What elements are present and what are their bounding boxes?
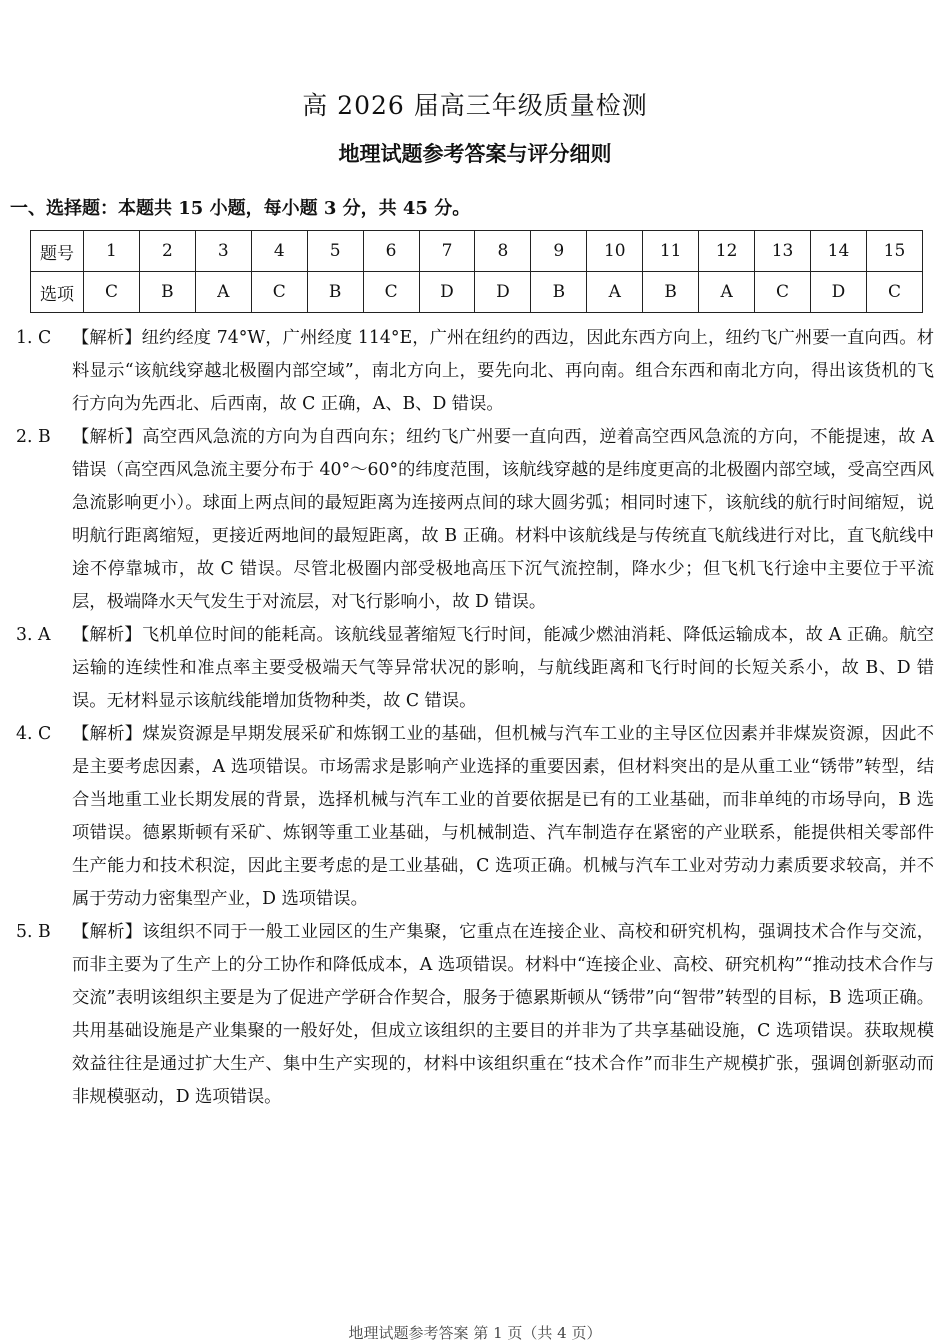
explanation-item — [16, 916, 934, 1114]
explanation-item — [16, 421, 934, 619]
item-explanation: 【解析】纽约经度 74°W，广州经度 114°E，广州在纽约的西边，因此东西方向上，纽约飞广州要一直向西。材料显示“该航线穿越北极圈内部空域”，南北方向上，要先向北、再向南。组合东西和南北方向，得出该货机的飞行方向为先西北、后西南，故 C 正确，A、B、D 错误。 — [72, 328, 934, 414]
page-footer: 地理试题参考答案 第 1 页（共 4 页） — [348, 1324, 602, 1342]
answer-cell: C — [866, 272, 922, 313]
answer-cell: C — [363, 272, 419, 313]
item-number: 2. B — [16, 427, 51, 447]
item-number: 3. A — [16, 625, 51, 645]
question-number-cell: 1 — [84, 231, 140, 272]
explanation-item — [16, 718, 934, 916]
explanation-item — [16, 322, 934, 421]
question-number-cell: 2 — [139, 231, 195, 272]
question-number-cell: 10 — [587, 231, 643, 272]
answer-cell: A — [587, 272, 643, 313]
answer-cell: C — [84, 272, 140, 313]
item-number: 1. C — [16, 328, 52, 348]
page-title: 高 2026 届高三年级质量检测 — [302, 91, 648, 120]
explanation-item — [16, 619, 934, 718]
question-number-cell: 13 — [755, 231, 811, 272]
item-explanation: 【解析】高空西风急流的方向为自西向东；纽约飞广州要一直向西，逆着高空西风急流的方向，不能提速，故 A 错误（高空西风急流主要分布于 40°～60°的纬度范围，该航线穿越的是纬度更高的北极圈内部空域，受高空西风急流影响更小）。球面上两点间的最短距离为连接两点间的球大圆劣弧；相同时速下，该航线的航行时间缩短，说明航行距离缩短，更接近两地间的最短距离，故 B 正确。材料中该航线是与传统直飞航线进行对比，直飞航线中途不停靠城市，故 C 错误。尽管北极圈内部受极地高压下沉气流控制，降水少；但飞机飞行途中主要位于平流层，极端降水天气发生于对流层，对飞行影响小，故 D 错误。 — [72, 427, 934, 612]
item-explanation: 【解析】该组织不同于一般工业园区的生产集聚，它重点在连接企业、高校和研究机构，强调技术合作与交流，而非主要为了生产上的分工协作和降低成本，A 选项错误。材料中“连接企业、高校、研究机构”“推动技术合作与交流”表明该组织主要是为了促进产学研合作契合，服务于德累斯顿从“锈带”向“智带”转型的目标，B 选项正确。共用基础设施是产业集聚的一般好处，但成立该组织的主要目的并非为了共享基础设施，C 选项错误。获取规模效益往往是通过扩大生产、集中生产实现的，材料中该组织重在“技术合作”而非生产规模扩张，强调创新驱动而非规模驱动，D 选项错误。 — [72, 922, 934, 1107]
question-number-cell: 5 — [307, 231, 363, 272]
answer-cell: B — [643, 272, 699, 313]
item-number: 5. B — [16, 922, 51, 942]
answer-cell: D — [475, 272, 531, 313]
question-number-cell: 11 — [643, 231, 699, 272]
page-subtitle: 地理试题参考答案与评分细则 — [338, 141, 612, 166]
question-number-row — [31, 231, 923, 272]
question-number-cell: 15 — [866, 231, 922, 272]
answer-cell: A — [195, 272, 251, 313]
answer-cell: D — [419, 272, 475, 313]
answer-cell: D — [810, 272, 866, 313]
question-number-cell: 8 — [475, 231, 531, 272]
question-number-cell: 4 — [251, 231, 307, 272]
row-label-question: 题号 — [31, 231, 84, 272]
answer-cell: B — [139, 272, 195, 313]
question-number-cell: 12 — [699, 231, 755, 272]
answer-option-row — [31, 272, 923, 313]
answer-cell: A — [699, 272, 755, 313]
answer-cell: B — [531, 272, 587, 313]
answer-table — [30, 230, 923, 313]
answer-cell: C — [251, 272, 307, 313]
answer-cell: C — [755, 272, 811, 313]
question-number-cell: 6 — [363, 231, 419, 272]
question-number-cell: 7 — [419, 231, 475, 272]
item-explanation: 【解析】飞机单位时间的能耗高。该航线显著缩短飞行时间，能减少燃油消耗、降低运输成本，故 A 正确。航空运输的连续性和准点率主要受极端天气等异常状况的影响，与航线距离和飞行时间的长短关系小，故 B、D 错误。无材料显示该航线能增加货物种类，故 C 错误。 — [72, 625, 934, 711]
question-number-cell: 9 — [531, 231, 587, 272]
item-explanation: 【解析】煤炭资源是早期发展采矿和炼钢工业的基础，但机械与汽车工业的主导区位因素并非煤炭资源，因此不是主要考虑因素，A 选项错误。市场需求是影响产业选择的重要因素，但材料突出的是从重工业“锈带”转型，结合当地重工业长期发展的背景，选择机械与汽车工业的首要依据是已有的工业基础，而非单纯的市场导向，B 选项错误。德累斯顿有采矿、炼钢等重工业基础，与机械制造、汽车制造存在紧密的产业联系，能提供相关零部件生产能力和技术积淀，因此主要考虑的是工业基础，C 选项正确。机械与汽车工业对劳动力素质要求较高，并不属于劳动力密集型产业，D 选项错误。 — [72, 724, 934, 909]
explanation-list — [16, 322, 934, 1114]
answer-cell: B — [307, 272, 363, 313]
item-number: 4. C — [16, 724, 52, 744]
section-heading: 一、选择题：本题共 15 小题，每小题 3 分，共 45 分。 — [10, 198, 471, 219]
question-number-cell: 3 — [195, 231, 251, 272]
row-label-option: 选项 — [31, 272, 84, 313]
question-number-cell: 14 — [810, 231, 866, 272]
